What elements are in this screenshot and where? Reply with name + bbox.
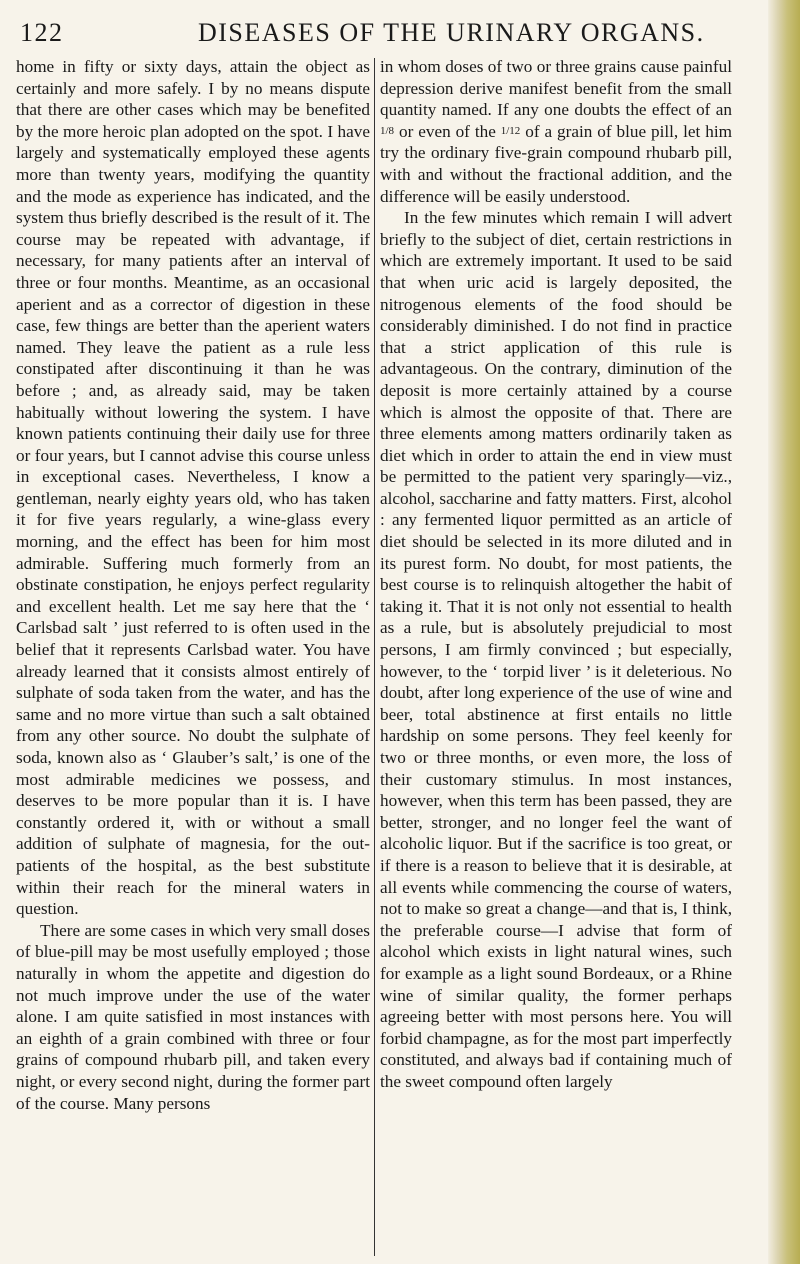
left-column [16, 56, 370, 1114]
column-divider [374, 58, 375, 1256]
right-paragraph-1-part-b: or even of the [398, 121, 496, 141]
right-column [380, 56, 732, 1093]
page-number: 122 [20, 18, 64, 47]
right-paragraph-1 [380, 56, 732, 207]
fraction-one-twelfth: 1/12 [500, 124, 521, 137]
right-paragraph-2: In the few minutes which remain I will advert briefly to the subject of diet, certain restrictions in which are extremely important. It used to be said that when uric acid is largely deposited, the nitrogenous elements of the food should be considerably diminished. I do not find in practice that a strict application of this rule is advantageous. On the contrary, diminution of the deposit is more certainly attained by a course which is almost the opposite of that. There are three elements among matters ordinarily taken as diet which in order to attain the end in view must be permitted to the patient very sparingly—viz., alcohol, saccharine and fatty matters. First, alcohol : any fermented liquor permitted as an article of diet should be selected in its more diluted and in its purest form. No doubt, for most patients, the best course is to relinquish altogether the habit of taking it. That it is not only not essential to health as a rule, but is absolutely prejudicial to most persons, I am firmly convinced ; but especially, however, to the ‘ torpid liver ’ is it deleterious. No doubt, after long experience of the use of wine and beer, total abstinence at first entails no little hardship on some persons. They feel keenly for two or three months, or even more, the loss of their customary stimulus. In most instances, however, when this term has been passed, they are better, stronger, and no longer feel the want of alcoholic liquor. But if the sacrifice is too great, or if there is a reason to believe that it is desirable, at all events while commencing the course of waters, not to make so great a change—and that is, I think, the preferable course—I advise that form of alcohol which exists in light natural wines, such for example as a light sound Bordeaux, or a Rhine wine of similar quality, the former perhaps agreeing better with most persons here. You will forbid champagne, as for the most part imperfectly constituted, and always bad if containing much of the sweet compound often largely [380, 208, 732, 1091]
page-edge-binding [768, 0, 800, 1264]
running-title: DISEASES OF THE URINARY ORGANS. [198, 18, 705, 47]
left-paragraph-2: There are some cases in which very small doses of blue-pill may be most usefully employed ; those naturally in whom the appetite and digestion do not much improve under the use of the water alone. I am quite satisfied in most instances with an eighth of a grain combined with three or four grains of compound rhubarb pill, and taken every night, or every second night, during the former part of the course. Many persons [16, 920, 370, 1113]
right-paragraph-1-part-c: of a grain of blue pill, let him try the ordinary five-grain compound rhubarb pill, with and without the fractional addition, and the difference will be easily understood. [380, 121, 732, 206]
fraction-one-eighth: 1/8 [380, 124, 395, 137]
right-paragraph-1-part-a: in whom doses of two or three grains cause painful depression derive manifest benefit from the small quantity named. If any one doubts the effect of an [380, 57, 732, 120]
running-header [20, 18, 720, 54]
left-paragraph-1: home in fifty or sixty days, attain the object as certainly and more safely. I by no means dispute that there are other cases which may be benefited by the more heroic plan adopted on the spot. I have largely and systematically employed these agents more than twenty years, modifying the quantity and the mode as experience has indicated, and the system thus briefly described is the result of it. The course may be repeated with advantage, if necessary, for many patients after an interval of three or four months. Meantime, as an occasional aperient and as a corrector of digestion in these case, few things are better than the aperient waters named. They leave the patient as a rule less constipated after discontinuing it than he was before ; and, as already said, may be taken habitually without lowering the system. I have known patients continuing their daily use for three or four years, but I cannot advise this course unless in exceptional cases. Nevertheless, I know a gentleman, nearly eighty years old, who has taken it for five years regularly, a wine-glass every morning, and the effect has been for him most admirable. Suffering much formerly from an obstinate constipation, he enjoys perfect regularity and excellent health. Let me say here that the ‘ Carlsbad salt ’ just referred to is often used in the belief that it represents Carlsbad water. You have already learned that it consists almost entirely of sulphate of soda taken from the water, and has the same and no more virtue than such a salt obtained from any other source. No doubt the sulphate of soda, known also as ‘ Glauber’s salt,’ is one of the most admirable medicines we possess, and deserves to be more popular than it is. I have constantly ordered it, with or without a small addition of sulphate of magnesia, for the out-patients of the hospital, as the best substitute within their reach for the mineral waters in question. [16, 57, 370, 919]
